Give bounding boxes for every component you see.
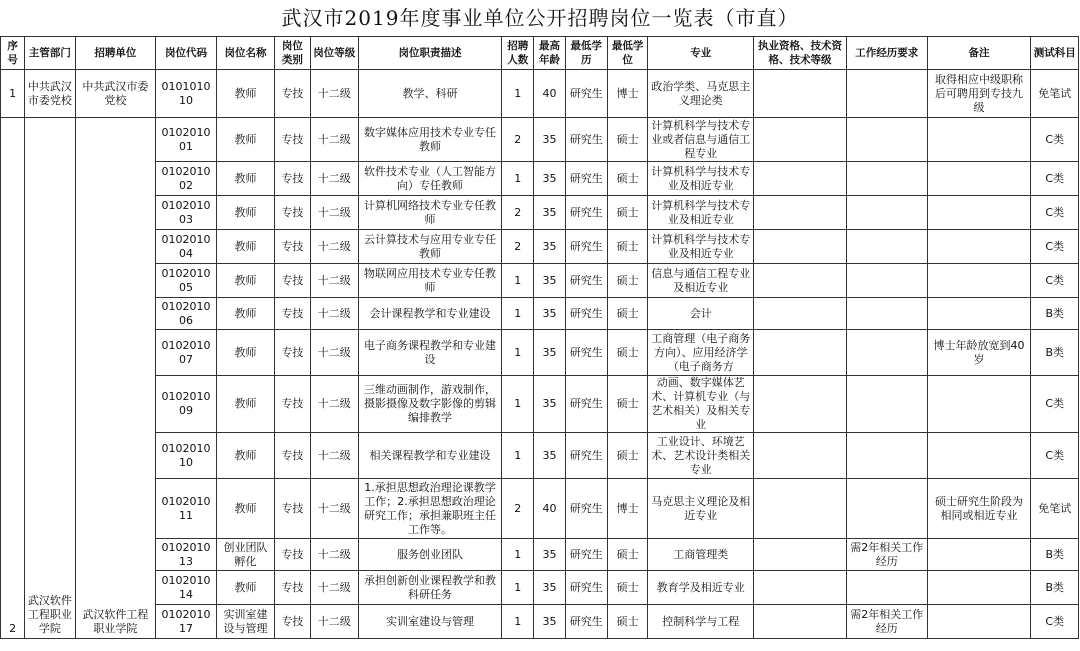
unit-cell: 武汉软件工程职业学院	[75, 118, 156, 639]
education-cell: 研究生	[565, 118, 607, 162]
education-cell: 研究生	[565, 70, 607, 118]
age-cell: 35	[534, 539, 565, 571]
age-cell: 35	[534, 196, 565, 230]
column-header: 岗位代码	[156, 37, 217, 70]
count-cell: 1	[502, 162, 534, 196]
table-row	[1, 230, 1079, 264]
qualification-cell	[754, 162, 847, 196]
post-level-cell: 十二级	[310, 196, 358, 230]
column-header: 岗位类别	[275, 37, 310, 70]
age-cell: 35	[534, 433, 565, 479]
duty-cell: 数字媒体应用技术专业专任教师	[358, 118, 501, 162]
major-cell: 工业设计、环境艺术、艺术设计类相关专业	[648, 433, 754, 479]
degree-cell: 硕士	[607, 605, 647, 639]
experience-cell: 需2年相关工作经历	[846, 539, 927, 571]
table-row	[1, 376, 1079, 433]
post-category-cell: 专技	[275, 70, 310, 118]
note-cell	[927, 539, 1031, 571]
post-name-cell: 创业团队孵化	[216, 539, 274, 571]
post-level-cell: 十二级	[310, 264, 358, 298]
table-row	[1, 330, 1079, 376]
major-cell: 工商管理类	[648, 539, 754, 571]
education-cell: 研究生	[565, 539, 607, 571]
post-name-cell: 教师	[216, 118, 274, 162]
post-name-cell: 教师	[216, 479, 274, 539]
note-cell	[927, 162, 1031, 196]
experience-cell	[846, 330, 927, 376]
duty-cell: 教学、科研	[358, 70, 501, 118]
duty-cell: 承担创新创业课程教学和教科研任务	[358, 571, 501, 605]
qualification-cell	[754, 196, 847, 230]
qualification-cell	[754, 298, 847, 330]
degree-cell: 硕士	[607, 298, 647, 330]
education-cell: 研究生	[565, 433, 607, 479]
test-cell: B类	[1031, 539, 1079, 571]
column-header: 招聘人数	[502, 37, 534, 70]
experience-cell	[846, 118, 927, 162]
column-header: 招聘单位	[75, 37, 156, 70]
test-cell: 免笔试	[1031, 479, 1079, 539]
note-cell	[927, 196, 1031, 230]
column-header: 序号	[1, 37, 25, 70]
post-category-cell: 专技	[275, 605, 310, 639]
post-name-cell: 教师	[216, 376, 274, 433]
experience-cell	[846, 376, 927, 433]
degree-cell: 硕士	[607, 230, 647, 264]
duty-cell: 相关课程教学和专业建设	[358, 433, 501, 479]
post-category-cell: 专技	[275, 298, 310, 330]
column-header: 执业资格、技术资格、技术等级	[754, 37, 847, 70]
column-header: 岗位名称	[216, 37, 274, 70]
duty-cell: 云计算技术与应用专业专任教师	[358, 230, 501, 264]
table-row	[1, 118, 1079, 162]
post-level-cell: 十二级	[310, 571, 358, 605]
column-header: 备注	[927, 37, 1031, 70]
duty-cell: 三维动画制作，游戏制作，摄影摄像及数字影像的剪辑编排教学	[358, 376, 501, 433]
count-cell: 1	[502, 376, 534, 433]
column-header: 专业	[648, 37, 754, 70]
column-header: 岗位职责描述	[358, 37, 501, 70]
test-cell: C类	[1031, 433, 1079, 479]
major-cell: 工商管理（电子商务方向）、应用经济学（电子商务方	[648, 330, 754, 376]
duty-cell: 1.承担思想政治理论课教学工作；2.承担思想政治理论研究工作；承担兼职班主任工作等。	[358, 479, 501, 539]
major-cell: 政治学类、马克思主义理论类	[648, 70, 754, 118]
experience-cell	[846, 479, 927, 539]
post-category-cell: 专技	[275, 330, 310, 376]
post-level-cell: 十二级	[310, 605, 358, 639]
count-cell: 1	[502, 433, 534, 479]
recruitment-table	[0, 36, 1079, 639]
age-cell: 40	[534, 479, 565, 539]
post-category-cell: 专技	[275, 118, 310, 162]
unit-cell: 中共武汉市委党校	[75, 70, 156, 118]
post-category-cell: 专技	[275, 539, 310, 571]
post-category-cell: 专技	[275, 571, 310, 605]
post-name-cell: 教师	[216, 571, 274, 605]
test-cell: C类	[1031, 162, 1079, 196]
education-cell: 研究生	[565, 330, 607, 376]
major-cell: 信息与通信工程专业及相近专业	[648, 264, 754, 298]
age-cell: 35	[534, 298, 565, 330]
experience-cell	[846, 196, 927, 230]
dept-cell: 武汉软件工程职业学院	[25, 118, 75, 639]
education-cell: 研究生	[565, 264, 607, 298]
note-cell	[927, 264, 1031, 298]
age-cell: 35	[534, 330, 565, 376]
note-cell: 博士年龄放宽到40岁	[927, 330, 1031, 376]
post-code-cell: 010101010	[156, 70, 217, 118]
column-header: 岗位等级	[310, 37, 358, 70]
column-header: 主管部门	[25, 37, 75, 70]
post-category-cell: 专技	[275, 479, 310, 539]
major-cell: 动画、数字媒体艺术、计算机专业（与艺术相关）及相关专业	[648, 376, 754, 433]
column-header: 最低学位	[607, 37, 647, 70]
qualification-cell	[754, 230, 847, 264]
seq-cell: 1	[1, 70, 25, 118]
education-cell: 研究生	[565, 376, 607, 433]
degree-cell: 硕士	[607, 330, 647, 376]
count-cell: 1	[502, 539, 534, 571]
education-cell: 研究生	[565, 479, 607, 539]
count-cell: 2	[502, 118, 534, 162]
post-name-cell: 教师	[216, 433, 274, 479]
degree-cell: 博士	[607, 479, 647, 539]
qualification-cell	[754, 539, 847, 571]
post-code-cell: 010201010	[156, 433, 217, 479]
table-row	[1, 162, 1079, 196]
note-cell	[927, 605, 1031, 639]
post-level-cell: 十二级	[310, 118, 358, 162]
post-code-cell: 010201006	[156, 298, 217, 330]
column-header: 最高年龄	[534, 37, 565, 70]
qualification-cell	[754, 330, 847, 376]
post-code-cell: 010201004	[156, 230, 217, 264]
column-header: 最低学历	[565, 37, 607, 70]
major-cell: 计算机科学与技术专业或者信息与通信工程专业	[648, 118, 754, 162]
post-code-cell: 010201007	[156, 330, 217, 376]
note-cell	[927, 433, 1031, 479]
experience-cell	[846, 230, 927, 264]
table-row	[1, 298, 1079, 330]
degree-cell: 硕士	[607, 196, 647, 230]
degree-cell: 硕士	[607, 118, 647, 162]
column-header: 工作经历要求	[846, 37, 927, 70]
table-row	[1, 605, 1079, 639]
count-cell: 2	[502, 196, 534, 230]
experience-cell	[846, 298, 927, 330]
age-cell: 40	[534, 70, 565, 118]
note-cell	[927, 571, 1031, 605]
post-code-cell: 010201002	[156, 162, 217, 196]
post-category-cell: 专技	[275, 264, 310, 298]
education-cell: 研究生	[565, 162, 607, 196]
qualification-cell	[754, 264, 847, 298]
post-code-cell: 010201001	[156, 118, 217, 162]
test-cell: C类	[1031, 264, 1079, 298]
degree-cell: 硕士	[607, 433, 647, 479]
qualification-cell	[754, 433, 847, 479]
experience-cell	[846, 162, 927, 196]
test-cell: B类	[1031, 571, 1079, 605]
post-category-cell: 专技	[275, 433, 310, 479]
experience-cell	[846, 70, 927, 118]
age-cell: 35	[534, 264, 565, 298]
major-cell: 计算机科学与技术专业及相近专业	[648, 162, 754, 196]
post-category-cell: 专技	[275, 230, 310, 264]
post-name-cell: 实训室建设与管理	[216, 605, 274, 639]
age-cell: 35	[534, 118, 565, 162]
post-level-cell: 十二级	[310, 479, 358, 539]
duty-cell: 服务创业团队	[358, 539, 501, 571]
post-code-cell: 010201005	[156, 264, 217, 298]
post-name-cell: 教师	[216, 162, 274, 196]
education-cell: 研究生	[565, 230, 607, 264]
count-cell: 1	[502, 298, 534, 330]
test-cell: 免笔试	[1031, 70, 1079, 118]
experience-cell	[846, 264, 927, 298]
dept-cell: 中共武汉市委党校	[25, 70, 75, 118]
post-level-cell: 十二级	[310, 230, 358, 264]
age-cell: 35	[534, 162, 565, 196]
qualification-cell	[754, 376, 847, 433]
count-cell: 2	[502, 230, 534, 264]
degree-cell: 硕士	[607, 376, 647, 433]
note-cell	[927, 376, 1031, 433]
post-level-cell: 十二级	[310, 162, 358, 196]
test-cell: C类	[1031, 118, 1079, 162]
degree-cell: 博士	[607, 70, 647, 118]
post-name-cell: 教师	[216, 298, 274, 330]
duty-cell: 实训室建设与管理	[358, 605, 501, 639]
post-level-cell: 十二级	[310, 298, 358, 330]
duty-cell: 会计课程教学和专业建设	[358, 298, 501, 330]
note-cell: 硕士研究生阶段为相同或相近专业	[927, 479, 1031, 539]
qualification-cell	[754, 571, 847, 605]
count-cell: 2	[502, 479, 534, 539]
seq-cell: 2	[1, 118, 25, 639]
note-cell	[927, 298, 1031, 330]
post-code-cell: 010201013	[156, 539, 217, 571]
experience-cell	[846, 571, 927, 605]
post-name-cell: 教师	[216, 196, 274, 230]
duty-cell: 物联网应用技术专业专任教师	[358, 264, 501, 298]
post-level-cell: 十二级	[310, 376, 358, 433]
degree-cell: 硕士	[607, 264, 647, 298]
count-cell: 1	[502, 70, 534, 118]
count-cell: 1	[502, 605, 534, 639]
major-cell: 计算机科学与技术专业及相近专业	[648, 196, 754, 230]
table-row	[1, 70, 1079, 118]
count-cell: 1	[502, 264, 534, 298]
post-level-cell: 十二级	[310, 70, 358, 118]
header-row	[1, 37, 1079, 70]
post-level-cell: 十二级	[310, 539, 358, 571]
age-cell: 35	[534, 230, 565, 264]
post-name-cell: 教师	[216, 70, 274, 118]
qualification-cell	[754, 605, 847, 639]
post-level-cell: 十二级	[310, 433, 358, 479]
post-category-cell: 专技	[275, 196, 310, 230]
age-cell: 35	[534, 571, 565, 605]
note-cell: 取得相应中级职称后可聘用到专技九级	[927, 70, 1031, 118]
qualification-cell	[754, 70, 847, 118]
age-cell: 35	[534, 605, 565, 639]
count-cell: 1	[502, 330, 534, 376]
note-cell	[927, 230, 1031, 264]
post-code-cell: 010201014	[156, 571, 217, 605]
post-code-cell: 010201003	[156, 196, 217, 230]
column-header: 测试科目	[1031, 37, 1079, 70]
major-cell: 教育学及相近专业	[648, 571, 754, 605]
post-code-cell: 010201009	[156, 376, 217, 433]
table-row	[1, 264, 1079, 298]
table-row	[1, 571, 1079, 605]
post-name-cell: 教师	[216, 264, 274, 298]
post-code-cell: 010201017	[156, 605, 217, 639]
post-code-cell: 010201011	[156, 479, 217, 539]
duty-cell: 计算机网络技术专业专任教师	[358, 196, 501, 230]
education-cell: 研究生	[565, 196, 607, 230]
post-name-cell: 教师	[216, 230, 274, 264]
major-cell: 计算机科学与技术专业及相近专业	[648, 230, 754, 264]
test-cell: C类	[1031, 376, 1079, 433]
major-cell: 马克思主义理论及相近专业	[648, 479, 754, 539]
qualification-cell	[754, 118, 847, 162]
post-level-cell: 十二级	[310, 330, 358, 376]
test-cell: C类	[1031, 196, 1079, 230]
degree-cell: 硕士	[607, 539, 647, 571]
post-category-cell: 专技	[275, 162, 310, 196]
post-category-cell: 专技	[275, 376, 310, 433]
degree-cell: 硕士	[607, 571, 647, 605]
table-row	[1, 479, 1079, 539]
note-cell	[927, 118, 1031, 162]
education-cell: 研究生	[565, 605, 607, 639]
test-cell: B类	[1031, 298, 1079, 330]
test-cell: C类	[1031, 230, 1079, 264]
test-cell: C类	[1031, 605, 1079, 639]
table-row	[1, 539, 1079, 571]
education-cell: 研究生	[565, 298, 607, 330]
table-row	[1, 196, 1079, 230]
age-cell: 35	[534, 376, 565, 433]
major-cell: 会计	[648, 298, 754, 330]
experience-cell: 需2年相关工作经历	[846, 605, 927, 639]
test-cell: B类	[1031, 330, 1079, 376]
major-cell: 控制科学与工程	[648, 605, 754, 639]
table-row	[1, 433, 1079, 479]
count-cell: 1	[502, 571, 534, 605]
duty-cell: 软件技术专业（人工智能方向）专任教师	[358, 162, 501, 196]
page-title: 武汉市2019年度事业单位公开招聘岗位一览表（市直）	[281, 6, 799, 30]
education-cell: 研究生	[565, 571, 607, 605]
post-name-cell: 教师	[216, 330, 274, 376]
duty-cell: 电子商务课程教学和专业建设	[358, 330, 501, 376]
degree-cell: 硕士	[607, 162, 647, 196]
experience-cell	[846, 433, 927, 479]
qualification-cell	[754, 479, 847, 539]
